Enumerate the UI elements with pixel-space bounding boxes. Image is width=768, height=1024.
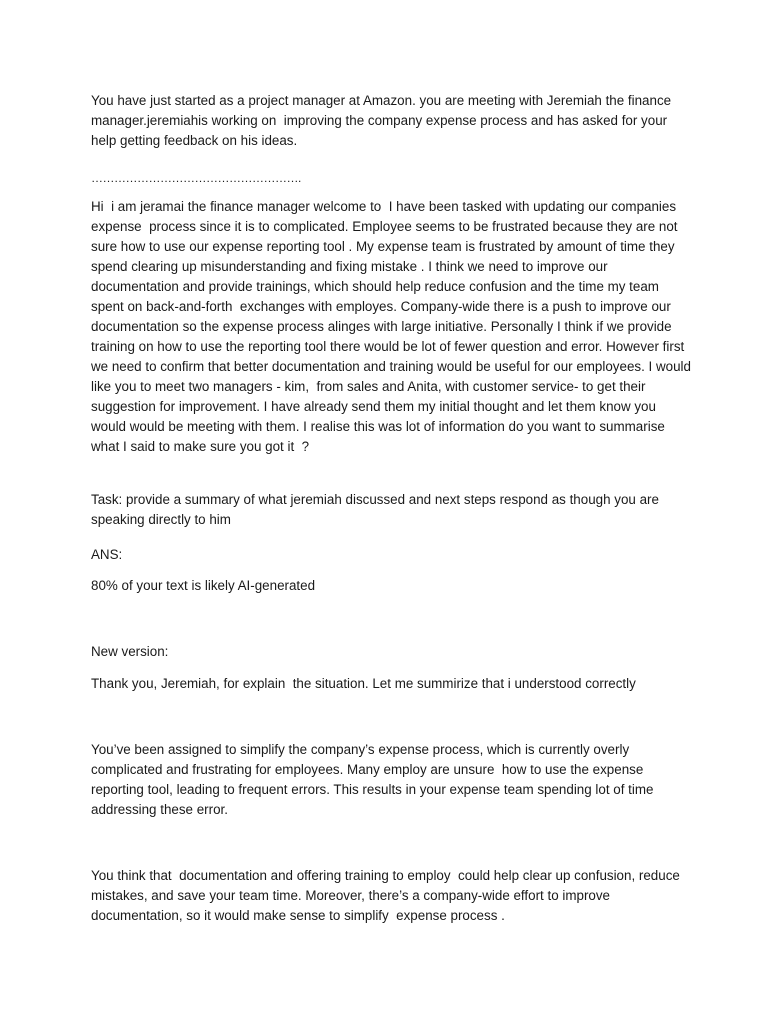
dotted-separator: ………………………………………………. xyxy=(91,171,301,185)
summary-paragraph-1: You’ve been assigned to simplify the company’s expense process, which is currently overly complicated and frustrating for employees. Many employ are unsure how to use the expense reporting tool, leading to frequent errors. This results in your expense team spending lot of time addressing these error. xyxy=(91,742,658,817)
thank-you-paragraph: Thank you, Jeremiah, for explain the situation. Let me summirize that i understood correctly xyxy=(91,676,636,691)
task-paragraph: Task: provide a summary of what jeremiah discussed and next steps respond as though you are speaking directly to him xyxy=(91,492,663,527)
answer-label: ANS: xyxy=(91,547,123,562)
new-version-label: New version: xyxy=(91,644,169,659)
jeremiah-message-paragraph: Hi i am jeramai the finance manager welcome to I have been tasked with updating our companies expense process since it is to complicated. Employee seems to be frustrated because they are not sure how to use our expense reporting tool . My expense team is frustrated by amount of time they spend clearing up misunderstanding and fixing mistake . I think we need to improve our documentation and provide trainings, which should help reduce confusion and the time my team spent on back-and-forth exchanges with employes. Company-wide there is a push to improve our documentation so the expense process alinges with large initiative. Personally I think if we provide training on how to use the reporting tool there would be lot of fewer question and error. However first we need to confirm that better documentation and training would be useful for our employees. I would like you to meet two managers - kim, from sales and Anita, with customer service- to get their suggestion for improvement. I have already send them my initial thought and let them know you would would be meeting with them. I realise this was lot of information do you want to summarise what I said to make sure you got it ? xyxy=(91,199,695,454)
summary-paragraph-2: You think that documentation and offering training to employ could help clear up confusion, reduce mistakes, and save your team time. Moreover, there’s a company-wide effort to improve documentation, so it would make sense to simplify expense process . xyxy=(91,868,684,923)
intro-paragraph: You have just started as a project manager at Amazon. you are meeting with Jeremiah the finance manager.jeremiahis working on improving the company expense process and has asked for your help getting feedback on his ideas. xyxy=(91,93,675,148)
ai-detection-note: 80% of your text is likely AI-generated xyxy=(91,578,316,593)
